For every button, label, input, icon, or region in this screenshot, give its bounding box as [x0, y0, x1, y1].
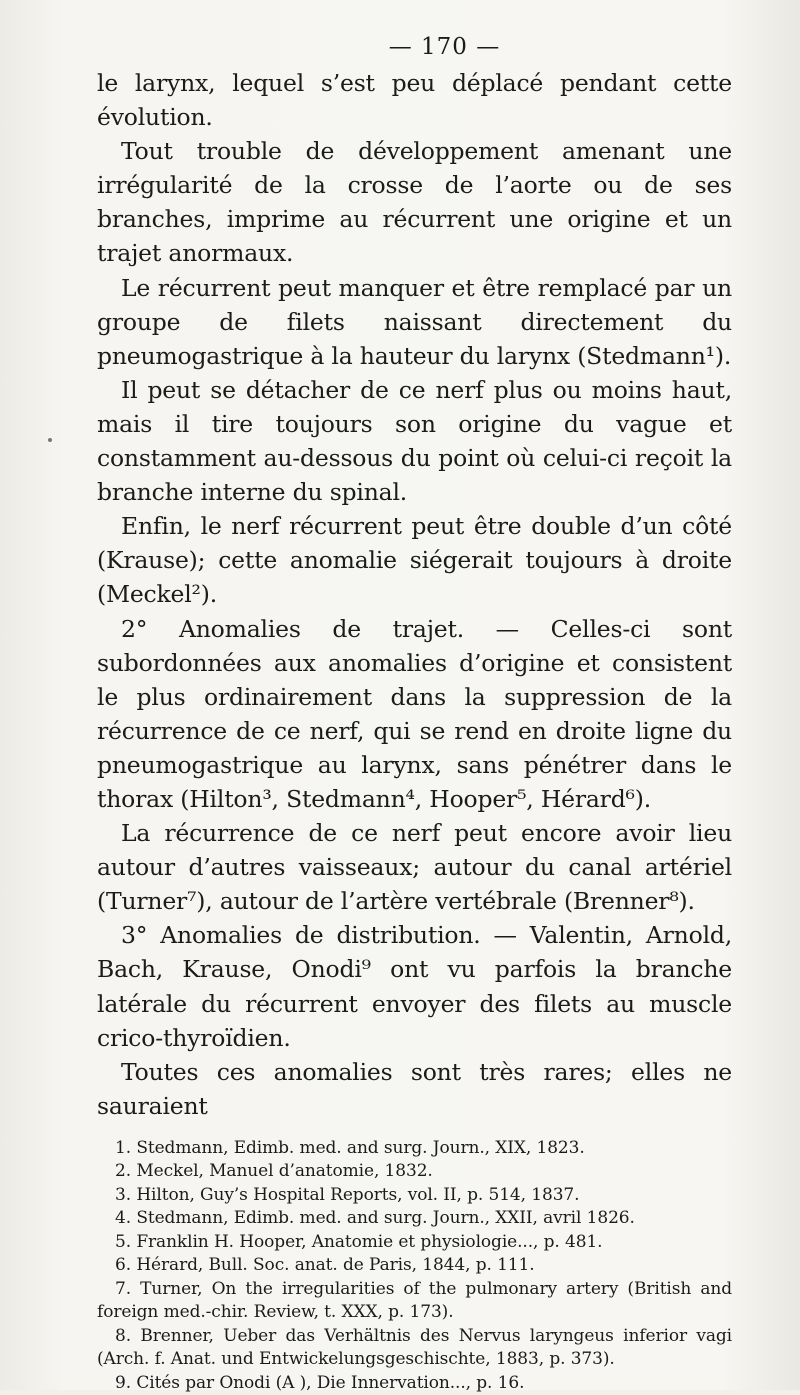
body-text [97, 66, 732, 1123]
page-number: — 170 — [388, 34, 501, 60]
paragraph-3: Le récurrent peut manquer et être remplacé par un groupe de filets naissant directement du pneumogastrique à la hauteur du larynx (Stedmann¹). [97, 273, 732, 370]
margin-speck [48, 438, 52, 442]
paragraph-8-anomalies-distribution: 3° Anomalies de distribution. — Valentin, Arnold, Bach, Krause, Onodi⁹ ont vu parfois la branche latérale du récurrent envoyer des filets au muscle crico-thyroïdien. [97, 921, 732, 1052]
paragraph-5: Enfin, le nerf récurrent peut être double d’un côté (Krause); cette anomalie siégerait toujours à droite (Meckel²). [97, 512, 732, 609]
paragraph-9: Toutes ces anomalies sont très rares; elles ne sauraient [97, 1057, 732, 1120]
footnotes [97, 1137, 732, 1395]
footnote-5: 5. Franklin H. Hooper, Anatomie et physiologie..., p. 481. [115, 1231, 603, 1252]
paragraph-6-anomalies-trajet: 2° Anomalies de trajet. — Celles-ci sont subordonnées aux anomalies d’origine et consistent le plus ordinairement dans la suppression de la récurrence de ce nerf, qui se rend en droite ligne du pneumogastrique au larynx, sans pénétrer dans le thorax (Hilton³, Stedmann⁴, Hooper⁵, Hérard⁶). [97, 614, 732, 813]
footnote-9: 9. Cités par Onodi (A ), Die Innervation..., p. 16. [115, 1372, 525, 1393]
footnote-8: 8. Brenner, Ueber das Verhältnis des Nervus laryngeus inferior vagi (Arch. f. Anat. und Entwickelungsgeschischte, 1883, p. 373). [97, 1325, 732, 1370]
footnote-3: 3. Hilton, Guy’s Hospital Reports, vol. II, p. 514, 1837. [115, 1184, 580, 1205]
footnote-7: 7. Turner, On the irregularities of the pulmonary artery (British and foreign med.-chir. Review, t. XXX, p. 173). [97, 1278, 732, 1323]
paragraph-4: Il peut se détacher de ce nerf plus ou moins haut, mais il tire toujours son origine du vague et constamment au-dessous du point où celui-ci reçoit la branche interne du spinal. [97, 375, 732, 507]
paragraph-1: le larynx, lequel s’est peu déplacé pendant cette évolution. [97, 69, 732, 132]
footnote-6: 6. Hérard, Bull. Soc. anat. de Paris, 1844, p. 111. [115, 1255, 535, 1276]
footnote-4: 4. Stedmann, Edimb. med. and surg. Journ., XXII, avril 1826. [115, 1208, 635, 1229]
paragraph-7: La récurrence de ce nerf peut encore avoir lieu autour d’autres vaisseaux; autour du canal artériel (Turner⁷), autour de l’artère vertébrale (Brenner⁸). [97, 819, 732, 916]
page-content [97, 34, 732, 1395]
footnote-1: 1. Stedmann, Edimb. med. and surg. Journ., XIX, 1823. [115, 1137, 585, 1158]
footnote-2: 2. Meckel, Manuel d’anatomie, 1832. [115, 1161, 433, 1182]
paragraph-2: Tout trouble de développement amenant une irrégularité de la crosse de l’aorte ou de ses branches, imprime au récurrent une origine et un trajet anormaux. [97, 137, 732, 268]
